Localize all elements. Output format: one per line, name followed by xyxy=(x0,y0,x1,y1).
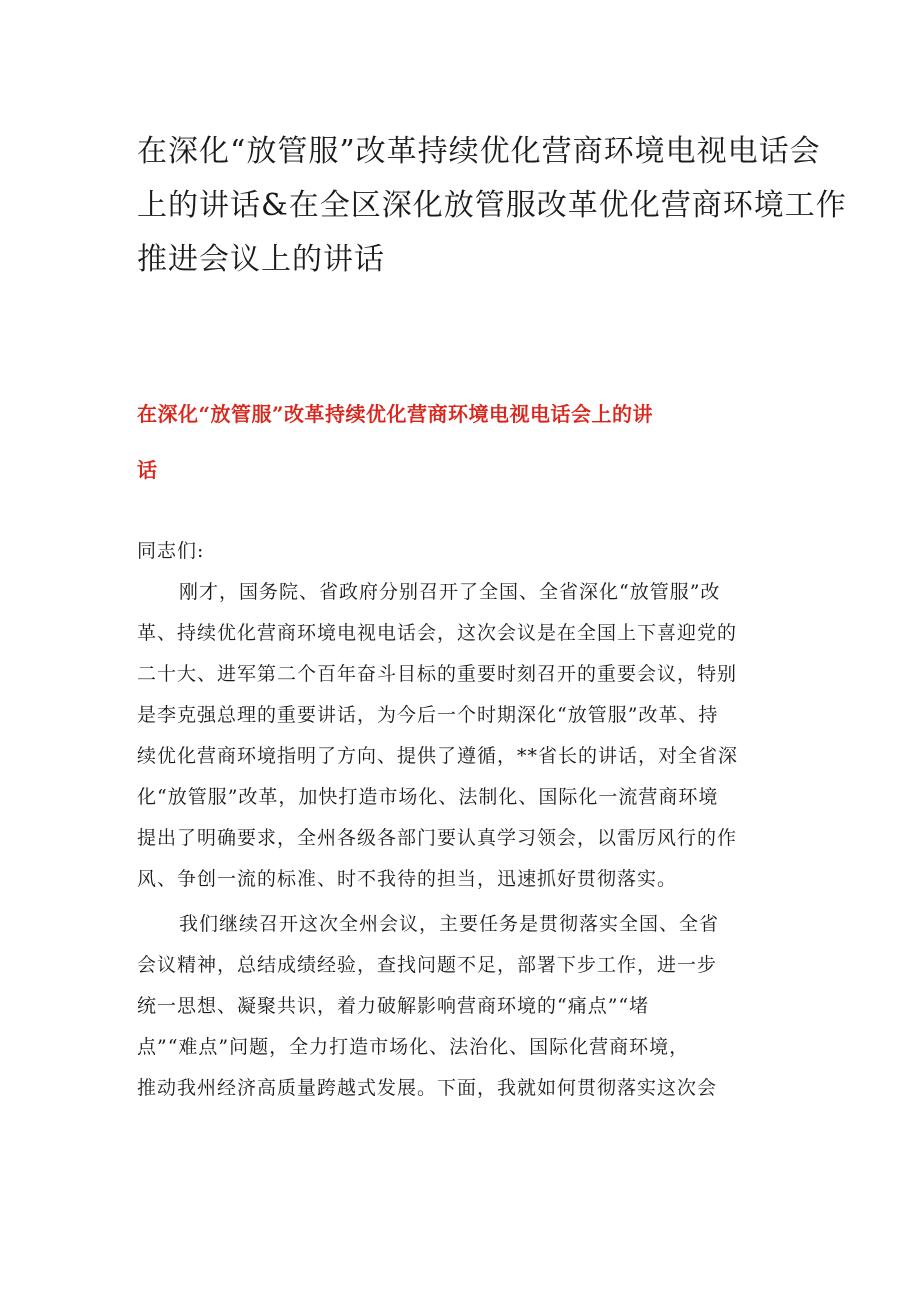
paragraph-line: 化“放管服”改革，加快打造市场化、法制化、国际化一流营商环境 xyxy=(137,786,719,808)
paragraph-1 xyxy=(137,572,797,900)
document-title xyxy=(137,125,847,287)
section-heading-line: 话 xyxy=(137,458,158,482)
document-title-line: 在深化“放管服”改革持续优化营商环境电视电话会 xyxy=(137,134,821,169)
paragraph-line: 我们继续召开这次全州会议，主要任务是贯彻落实全国、全省 xyxy=(179,913,720,935)
paragraph-line: 提出了明确要求，全州各级各部门要认真学习领会，以雷厉风行的作 xyxy=(137,827,738,849)
paragraph-2 xyxy=(137,904,797,1109)
paragraph-line: 推动我州经济高质量跨越式发展。下面，我就如何贯彻落实这次会 xyxy=(137,1077,718,1099)
paragraph-line: 刚才，国务院、省政府分别召开了全国、全省深化“放管服”改 xyxy=(179,581,721,603)
document-title-line: 上的讲话&在全区深化放管服改革优化营商环境工作 xyxy=(137,188,847,223)
paragraph-line: 续优化营商环境指明了方向、提供了遵循，**省长的讲话，对全省深 xyxy=(137,745,739,767)
paragraph-line: 二十大、进军第二个百年奋斗目标的重要时刻召开的重要会议，特别 xyxy=(137,663,738,685)
section-heading xyxy=(137,386,797,498)
section-heading-line: 在深化“放管服”改革持续优化营商环境电视电话会上的讲 xyxy=(137,402,654,426)
paragraph-line: 是李克强总理的重要讲话，为今后一个时期深化“放管服”改革、持 xyxy=(137,704,719,726)
salutation: 同志们: xyxy=(137,540,205,562)
paragraph-line: 点”“难点”问题，全力打造市场化、法治化、国际化营商环境， xyxy=(137,1036,690,1058)
paragraph-line: 革、持续优化营商环境电视电话会，这次会议是在全国上下喜迎党的 xyxy=(137,622,738,644)
paragraph-line: 风、争创一流的标准、时不我待的担当，迅速抓好贯彻落实。 xyxy=(137,868,678,890)
speech-body xyxy=(137,531,797,1109)
paragraph-line: 会议精神，总结成绩经验，查找问题不足，部署下步工作，进一步 xyxy=(137,954,718,976)
paragraph-line: 统一思想、凝聚共识，着力破解影响营商环境的“痛点”“堵 xyxy=(137,995,650,1017)
document-title-line: 推进会议上的讲话 xyxy=(137,242,385,277)
